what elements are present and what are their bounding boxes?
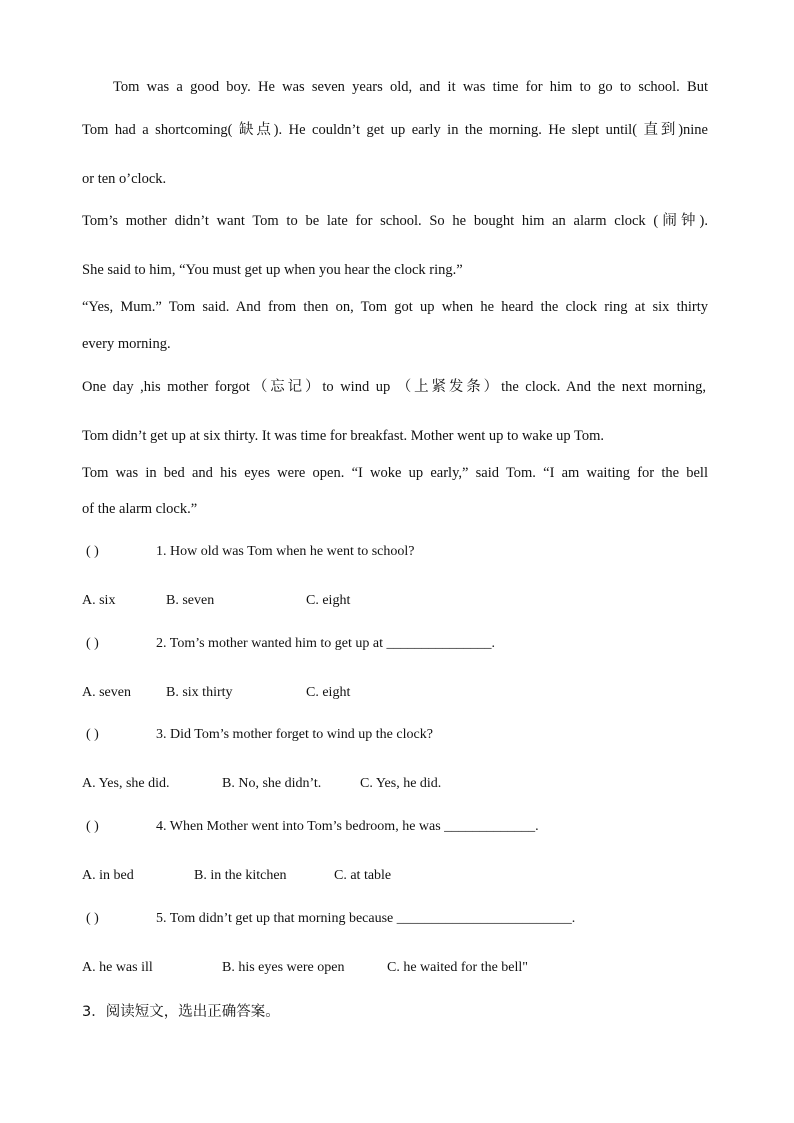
option-c: C. Yes, he did. [360,776,442,791]
passage-text: Tom’s mother didn’t want Tom to be late for school. So he bought him an alarm clock (闹钟). [82,213,708,229]
passage-text: Tom was in bed and his eyes were open. “I woke up early,” said Tom. “I am waiting for the bell [82,465,708,481]
passage-line-7: every morning. [82,336,171,352]
answer-bracket[interactable]: ( ) [86,544,99,559]
passage-line-8 [82,378,706,396]
question-text: 5. Tom didn’t get up that morning because _________________________. [156,911,576,926]
question-1 [86,543,415,561]
question-text: 3. Did Tom’s mother forget to wind up the clock? [156,727,433,742]
option-b: B. six thirty [166,685,233,700]
question-text: 2. Tom’s mother wanted him to get up at _______________. [156,636,496,651]
passage-text: Tom had a shortcoming( 缺点). He couldn’t get up early in the morning. He slept until( 直到)nine [82,122,708,138]
option-b: B. his eyes were open [222,960,345,975]
option-c: C. eight [306,593,351,608]
answer-bracket[interactable]: ( ) [86,911,99,926]
option-a: A. he was ill [82,960,153,975]
question-5 [86,910,575,928]
passage-line-10 [82,464,708,482]
question-2 [86,635,495,653]
answer-bracket[interactable]: ( ) [86,727,99,742]
passage-line-4 [82,212,708,230]
passage-text: Tom was a good boy. He was seven years old, and it was time for him to go to school. But [113,79,708,95]
question-3 [86,726,433,744]
passage-line-11: of the alarm clock.” [82,501,198,517]
question-text: 4. When Mother went into Tom’s bedroom, he was _____________. [156,819,539,834]
option-c: C. at table [334,868,392,883]
answer-bracket[interactable]: ( ) [86,819,99,834]
option-c: C. he waited for the bell" [387,960,529,975]
passage-text: One day ,his mother forgot（忘记）to wind up （上紧发条）the clock. And the next morning, [82,379,706,395]
option-a: A. seven [82,685,131,700]
passage-line-1 [113,78,708,96]
passage-line-3: or ten o’clock. [82,171,167,187]
section-heading: 3．阅读短文，选出正确答案。 [82,1004,280,1020]
option-b: B. in the kitchen [194,868,287,883]
option-a: A. six [82,593,116,608]
passage-line-6 [82,298,708,316]
question-text: 1. How old was Tom when he went to school? [156,544,415,559]
question-4 [86,818,539,836]
option-b: B. seven [166,593,215,608]
answer-bracket[interactable]: ( ) [86,636,99,651]
option-b: B. No, she didn’t. [222,776,322,791]
passage-line-9: Tom didn’t get up at six thirty. It was time for breakfast. Mother went up to wake up Tom. [82,428,605,444]
option-a: A. Yes, she did. [82,776,170,791]
passage-text: “Yes, Mum.” Tom said. And from then on, Tom got up when he heard the clock ring at six thirty [82,299,708,315]
option-a: A. in bed [82,868,134,883]
passage-line-2 [82,121,708,139]
passage-line-5: She said to him, “You must get up when you hear the clock ring.” [82,262,463,278]
option-c: C. eight [306,685,351,700]
